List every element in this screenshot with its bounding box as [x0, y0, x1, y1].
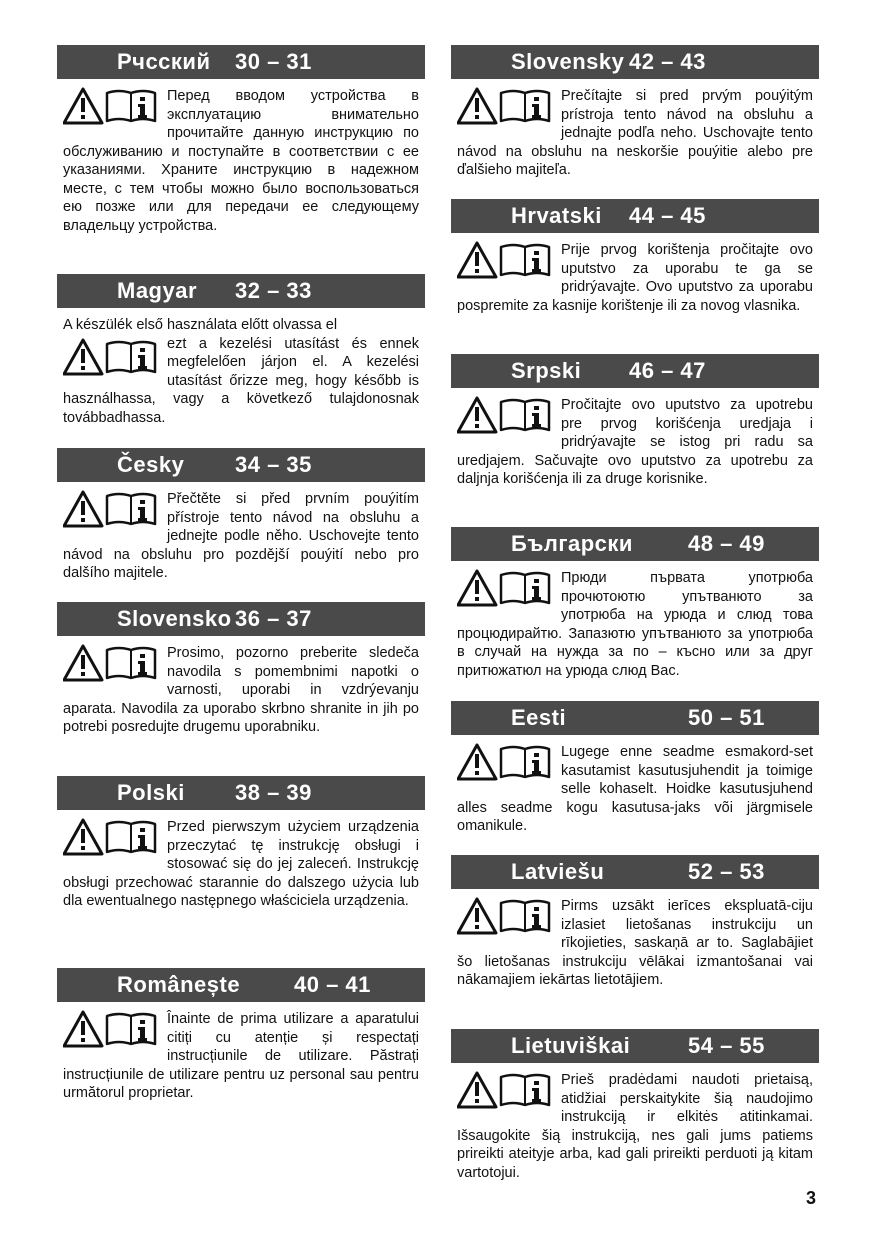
section-body [451, 241, 819, 315]
page-range: 38 – 39 [235, 780, 312, 805]
language-name: Lietuviškai [511, 1033, 631, 1058]
instruction-text: Pročitajte ovo uputstvo za upotrebu pre prvog korišćenja uredjaja i pridrýavajte se istog pri radu sa uredjajem. Sačuvajte ovo uputstvo za upotrebu za daljnja korišćenja ili za druge korisnike. [457, 397, 813, 487]
instruction-text: Прюди първата употрюба прочютоютю упътванюто за употрюба на урюда и слюд това процюдирайтю. Запазютю упътванюто за употрюба в случай на нужда за по – късно или за друг притюжатюл на урюда слюд Вас. [457, 570, 813, 679]
language-section [451, 199, 819, 315]
instruction-text: Înainte de prima utilizare a aparatului citiți cu atenție și respectați instrucțiunile de utilizare. Păstrați instrucțiunile de utilizare pentru uz personal sau pentru următorul proprietar. [63, 1011, 419, 1101]
section-header [451, 527, 819, 561]
warning-and-manual-icon [63, 1010, 159, 1048]
language-name: Srpski [511, 358, 582, 383]
language-section [57, 274, 425, 427]
instruction-text: Přečtěte si před prvním pouýitím přístroje tento návod na obsluhu a jednejte podle něho. Uschovejte tento návod na obsluhu pro pozdější pouýití nebo pro dalšího majitele. [63, 491, 419, 581]
language-section [451, 701, 819, 836]
section-header [451, 45, 819, 79]
language-name: Česky [117, 452, 185, 477]
page-number: 3 [805, 1188, 816, 1208]
instruction-text: Prije prvog korištenja pročitajte ovo uputstvo za uporabu te ga se pridrýavajte. Ovo uputstvo za uporabu pospremite za kasnije korištenje ili za novog vlasnika. [457, 242, 813, 314]
page-range: 52 – 53 [688, 859, 765, 884]
warning-and-manual-icon [457, 1071, 553, 1109]
language-name: Slovensky [511, 49, 625, 74]
page-range: 44 – 45 [629, 203, 706, 228]
page-range: 42 – 43 [629, 49, 706, 74]
warning-and-manual-icon [63, 87, 159, 125]
warning-and-manual-icon [63, 338, 159, 376]
section-body [451, 897, 819, 990]
instruction-text: Przed pierwszym użyciem urządzenia przeczytać tę instrukcję obsługi i stosować się do jej zaleceń. Instrukcję obsługi przechować starannie do dalszego użycia lub dla ewentualnego następnego właściciela urządzenia. [63, 819, 419, 909]
language-name: Eesti [511, 705, 567, 730]
language-section [451, 527, 819, 680]
language-name: Рчсский [117, 49, 211, 74]
warning-and-manual-icon [63, 490, 159, 528]
warning-and-manual-icon [457, 87, 553, 125]
language-name: Magyar [117, 278, 198, 303]
warning-and-manual-icon [457, 897, 553, 935]
instruction-text: Перед вводом устройства в эксплуатацию внимательно прочитайте данную инструкцию по обслуживанию и поступайте в соответствии с ее указаниями. Храните инструкцию в надежном месте, с тем чтобы можно было воспользоваться ею позже или для передачи ее следующему владельцу устройства. [63, 88, 419, 234]
section-body [57, 87, 425, 235]
page-range: 50 – 51 [688, 705, 765, 730]
language-section [57, 776, 425, 911]
language-section [451, 855, 819, 990]
language-section [57, 602, 425, 737]
section-body [57, 490, 425, 583]
warning-and-manual-icon [457, 569, 553, 607]
language-name: Polski [117, 780, 185, 805]
section-body [451, 569, 819, 680]
warning-and-manual-icon [457, 396, 553, 434]
instruction-text: ezt a kezelési utasítást és ennek megfelelően járjon el. A kezelési utasítást őrizze meg, hogy később is használhassa, vagy a következő tulajdonosnak továbbadhassa. [63, 335, 419, 426]
instruction-text: Prosimo, pozorno preberite sledeča navodila s pomembnimi napotki o varnosti, uporabi in vzdrýevanju aparata. Navodila za uporabo skrbno shranite in jih po potrebi posredujte drugemu uporabniku. [63, 645, 419, 735]
section-header [451, 1029, 819, 1063]
instruction-text: Pirms uzsākt ierīces ekspluatā-ciju izlasiet lietošanas instrukciju un rīkojieties, saskaņā ar to. Saglabājiet šo lietošanas instrukciju vēlākai izmantošanai vai nākamajiem iekārtas lietotājiem. [457, 898, 813, 988]
warning-and-manual-icon [457, 743, 553, 781]
section-body [451, 743, 819, 836]
language-section [57, 45, 425, 235]
page-range: 54 – 55 [688, 1033, 765, 1058]
language-name: Български [511, 531, 633, 556]
language-section [57, 448, 425, 583]
language-section [451, 1029, 819, 1182]
warning-and-manual-icon [457, 241, 553, 279]
language-name: Latviešu [511, 859, 605, 884]
section-header [57, 776, 425, 810]
section-header [57, 968, 425, 1002]
page-range: 32 – 33 [235, 278, 312, 303]
intro-line: A készülék első használata előtt olvassa el [63, 317, 338, 333]
instruction-text: Lugege enne seadme esmakord-set kasutamist kasutusjuhendit ja toimige selle kohaselt. Hoidke kasutusjuhend alles seadme kogu kasutusa-jaks või järgmisele omanikule. [457, 744, 813, 834]
page-range: 30 – 31 [235, 49, 312, 74]
page-range: 40 – 41 [294, 972, 371, 997]
page-range: 34 – 35 [235, 452, 312, 477]
page-range: 48 – 49 [688, 531, 765, 556]
section-header [451, 701, 819, 735]
section-body [57, 316, 425, 427]
section-body [451, 396, 819, 489]
instruction-text: Prečítajte si pred prvým pouýitým prístroja tento návod na obsluhu a jednajte podľa neho. Uschovajte tento návod na obsluhu na neskoršie pouýitie alebo pre ďalšieho majiteľa. [457, 88, 813, 178]
section-body [57, 818, 425, 911]
section-header [451, 354, 819, 388]
page-range: 46 – 47 [629, 358, 706, 383]
section-header [451, 199, 819, 233]
section-header [57, 602, 425, 636]
warning-and-manual-icon [63, 644, 159, 682]
section-body [57, 644, 425, 737]
section-header [57, 274, 425, 308]
language-section [451, 45, 819, 180]
section-header [57, 45, 425, 79]
warning-and-manual-icon [63, 818, 159, 856]
page-range: 36 – 37 [235, 606, 312, 631]
section-header [451, 855, 819, 889]
section-header [57, 448, 425, 482]
section-body [451, 87, 819, 180]
language-section [57, 968, 425, 1103]
language-name: Hrvatski [511, 203, 602, 228]
language-name: Slovensko [117, 606, 232, 631]
language-name: Românește [117, 972, 241, 997]
section-body [57, 1010, 425, 1103]
language-section [451, 354, 819, 489]
section-body [451, 1071, 819, 1182]
instruction-text: Prieš pradėdami naudoti prietaisą, atidžiai perskaitykite šią naudojimo instrukciją ir elkitės atitinkamai. Išsaugokite šią instrukciją, nes gali jums patiems prireikti ateityje arba, kad gali prireikti perduoti ją kitam vartotojui. [457, 1072, 813, 1181]
